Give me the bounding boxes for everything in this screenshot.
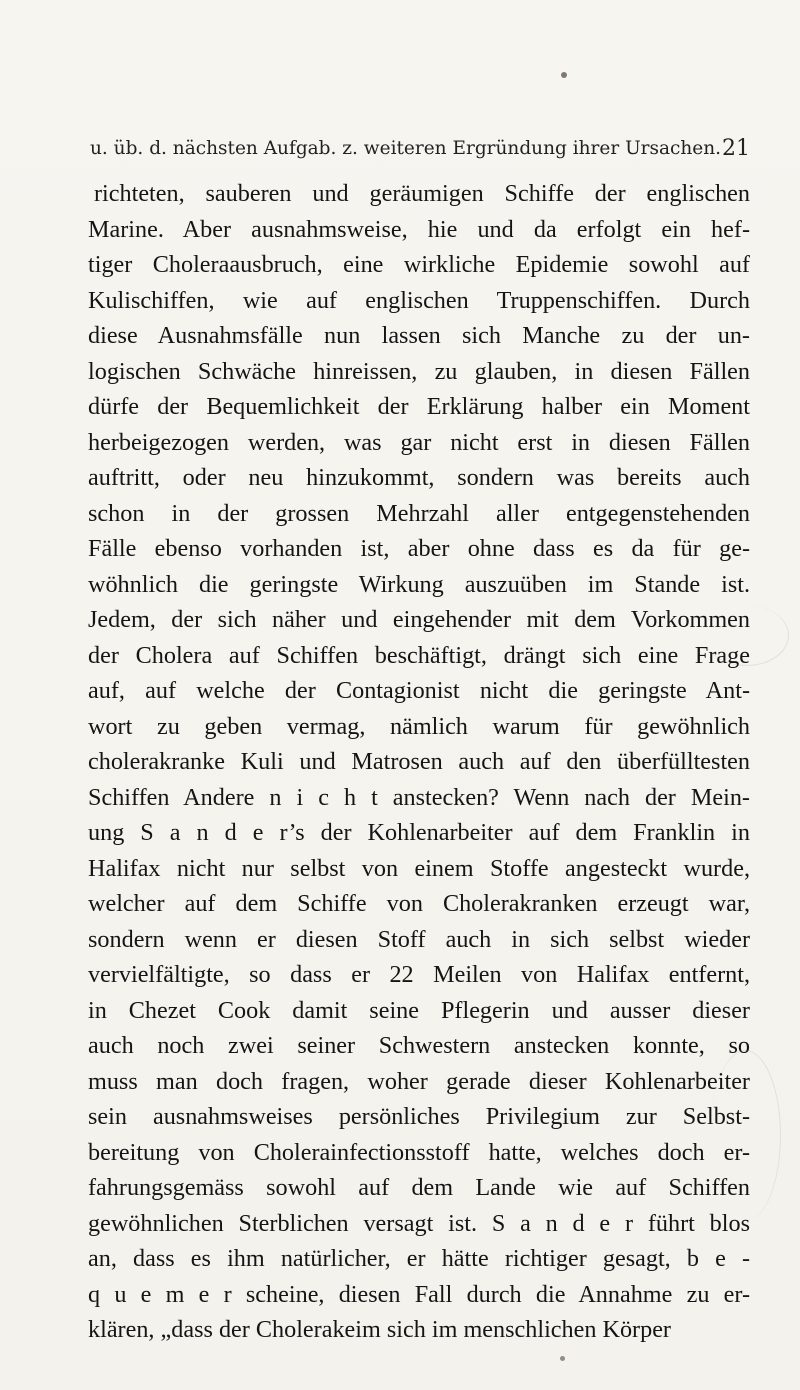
text-line: in Chezet Cook damit seine Pflegerin und ausser dieser [88, 996, 750, 1024]
text-line: logischen Schwäche hinreissen, zu glauben, in diesen Fällen [88, 357, 750, 385]
text-line: bereitung von Cholerainfectionsstoff hatte, welches doch er- [88, 1138, 750, 1166]
text-line: Kulischiffen, wie auf englischen Truppenschiffen. Durch [88, 286, 750, 314]
text-line: richteten, sauberen und geräumigen Schiffe der englischen [94, 180, 750, 207]
text-line: Marine. Aber ausnahmsweise, hie und da erfolgt ein hef- [88, 215, 750, 243]
text-line: vervielfältigte, so dass er 22 Meilen von Halifax entfernt, [88, 961, 750, 988]
text-line: herbeigezogen werden, was gar nicht erst in diesen Fällen [88, 428, 750, 456]
body-text [88, 176, 750, 1348]
text-line: Schiffen Andere n i c h t anstecken? Wenn nach der Mein- [88, 783, 750, 811]
text-line: wöhnlich die geringste Wirkung auszuüben im Stande ist. [88, 570, 750, 598]
text-line: schon in der grossen Mehrzahl aller entgegenstehenden [88, 499, 750, 527]
text-line: auf, auf welche der Contagionist nicht die geringste Ant- [88, 677, 750, 704]
page-number: 21 [722, 136, 750, 161]
running-head-title: u. üb. d. nächsten Aufgab. z. weiteren Ergründung ihrer Ursachen. [90, 138, 722, 159]
text-line: fahrungsgemäss sowohl auf dem Lande wie auf Schiffen [88, 1174, 750, 1201]
text-line: klären, „dass der Cholerakeim sich im menschlichen Körper [88, 1316, 671, 1343]
text-line: an, dass es ihm natürlicher, er hätte richtiger gesagt, b e - [88, 1245, 750, 1272]
text-line: sein ausnahmsweises persönliches Privilegium zur Selbst- [88, 1103, 750, 1130]
text-line: Fälle ebenso vorhanden ist, aber ohne dass es da für ge- [88, 535, 750, 562]
ink-speck [561, 72, 567, 78]
text-line: gewöhnlichen Sterblichen versagt ist. S a n d e r führt blos [88, 1209, 750, 1237]
text-line: sondern wenn er diesen Stoff auch in sich selbst wieder [88, 925, 750, 953]
text-line: diese Ausnahmsfälle nun lassen sich Manche zu der un- [88, 322, 750, 349]
text-line: q u e m e r scheine, diesen Fall durch die Annahme zu er- [88, 1280, 750, 1308]
text-line: dürfe der Bequemlichkeit der Erklärung halber ein Moment [88, 393, 750, 420]
text-line: der Cholera auf Schiffen beschäftigt, drängt sich eine Frage [88, 641, 750, 669]
text-line: welcher auf dem Schiffe von Cholerakranken erzeugt war, [88, 890, 750, 917]
text-line: wort zu geben vermag, nämlich warum für gewöhnlich [88, 712, 750, 740]
text-line: tiger Choleraausbruch, eine wirkliche Epidemie sowohl auf [88, 251, 750, 278]
ink-speck [560, 1356, 565, 1361]
text-line: Halifax nicht nur selbst von einem Stoffe angesteckt wurde, [88, 854, 750, 882]
text-line: cholerakranke Kuli und Matrosen auch auf den überfülltesten [88, 748, 750, 775]
text-line: auch noch zwei seiner Schwestern anstecken konnte, so [88, 1032, 750, 1059]
text-line: ung S a n d e r’s der Kohlenarbeiter auf dem Franklin in [88, 819, 750, 846]
text-line: auftritt, oder neu hinzukommt, sondern was bereits auch [88, 464, 750, 491]
text-line: muss man doch fragen, woher gerade dieser Kohlenarbeiter [88, 1067, 750, 1095]
text-line: Jedem, der sich näher und eingehender mit dem Vorkommen [88, 606, 750, 633]
running-head [90, 138, 750, 159]
